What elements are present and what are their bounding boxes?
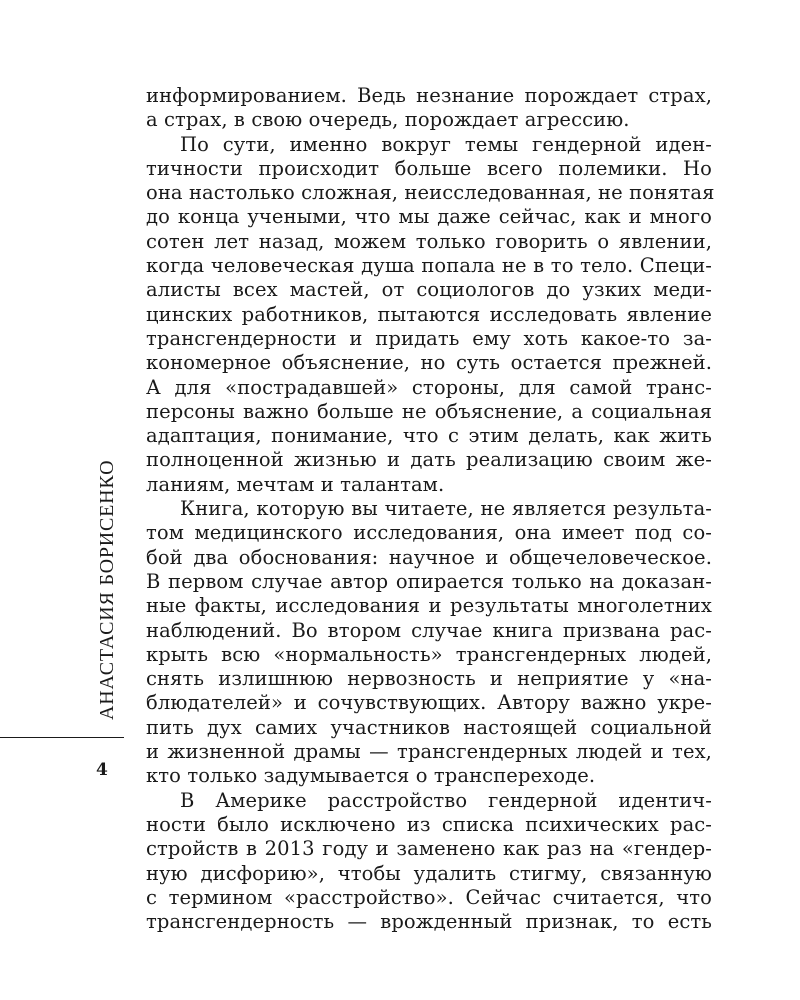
- text-line: В первом случае автор опирается только на доказан-: [146, 569, 712, 593]
- text-line: персоны важно больше не объяснение, а социальная: [146, 399, 712, 423]
- text-line: снять излишнюю нервозность и неприятие у «на-: [146, 667, 712, 691]
- text-line: ности было исключено из списка психических рас-: [146, 812, 712, 836]
- page-number: 4: [96, 760, 108, 780]
- paragraph-1: [146, 84, 712, 133]
- text-line: кто только задумывается о транспереходе.: [146, 764, 596, 788]
- paragraph-4: [146, 789, 712, 935]
- text-line: Книга, которую вы читаете, не является результа-: [180, 497, 712, 521]
- running-head-author: АНАСТАСИЯ БОРИСЕНКО: [96, 459, 118, 720]
- text-line: с термином «расстройство». Сейчас считается, что: [146, 885, 712, 909]
- text-line: цинских работников, пытаются исследовать явление: [146, 302, 712, 326]
- text-line: полноценной жизнью и дать реализацию своим же-: [146, 448, 712, 472]
- text-line: крыть всю «нормальность» трансгендерных людей,: [146, 642, 712, 666]
- text-line: А для «пострадавшей» стороны, для самой транс-: [146, 375, 712, 399]
- text-line: пить дух самих участников настоящей социальной: [146, 715, 712, 739]
- text-line: сотен лет назад, можем только говорить о явлении,: [146, 229, 712, 253]
- text-line: В Америке расстройство гендерной идентич-: [180, 788, 712, 812]
- text-line: трансгендерности и придать ему хоть какое-то за-: [146, 326, 712, 350]
- text-line: информированием. Ведь незнание порождает страх,: [146, 84, 712, 107]
- text-line: и жизненной драмы — трансгендерных людей и тех,: [146, 740, 712, 764]
- text-line: том медицинского исследования, она имеет под со-: [146, 521, 712, 545]
- text-line: наблюдений. Во втором случае книга призвана рас-: [146, 618, 712, 642]
- text-line: ланиям, мечтам и талантам.: [146, 472, 445, 496]
- text-line: до конца учеными, что мы даже сейчас, как и много: [146, 205, 712, 229]
- text-line: а страх, в свою очередь, порождает агрессию.: [146, 108, 630, 132]
- text-line: ные факты, исследования и результаты многолетних: [146, 594, 712, 618]
- text-line: По сути, именно вокруг темы гендерной иден-: [180, 132, 712, 156]
- text-line: когда человеческая душа попала не в то тело. Специ-: [146, 254, 712, 278]
- margin-rule: [0, 737, 124, 738]
- paragraph-2: [146, 132, 715, 497]
- text-line: алисты всех мастей, от социологов до узких меди-: [146, 278, 712, 302]
- text-line: стройств в 2013 году и заменено как раз на «гендер-: [146, 837, 712, 861]
- body-text: [146, 84, 715, 934]
- text-line: бой два обоснования: научное и общечеловеческое.: [146, 545, 712, 569]
- paragraph-3: [146, 497, 712, 789]
- text-line: трансгендерность — врожденный признак, то есть: [146, 910, 712, 934]
- text-line: ную дисфорию», чтобы удалить стигму, связанную: [146, 861, 712, 885]
- text-line: блюдателей» и сочувствующих. Автору важно укре-: [146, 691, 712, 715]
- text-line: адаптация, понимание, что с этим делать, как жить: [146, 424, 712, 448]
- text-line: она настолько сложная, неисследованная, не понятая: [146, 181, 715, 205]
- text-line: тичности происходит больше всего полемики. Но: [146, 156, 712, 180]
- text-line: кономерное объяснение, но суть остается прежней.: [146, 351, 712, 375]
